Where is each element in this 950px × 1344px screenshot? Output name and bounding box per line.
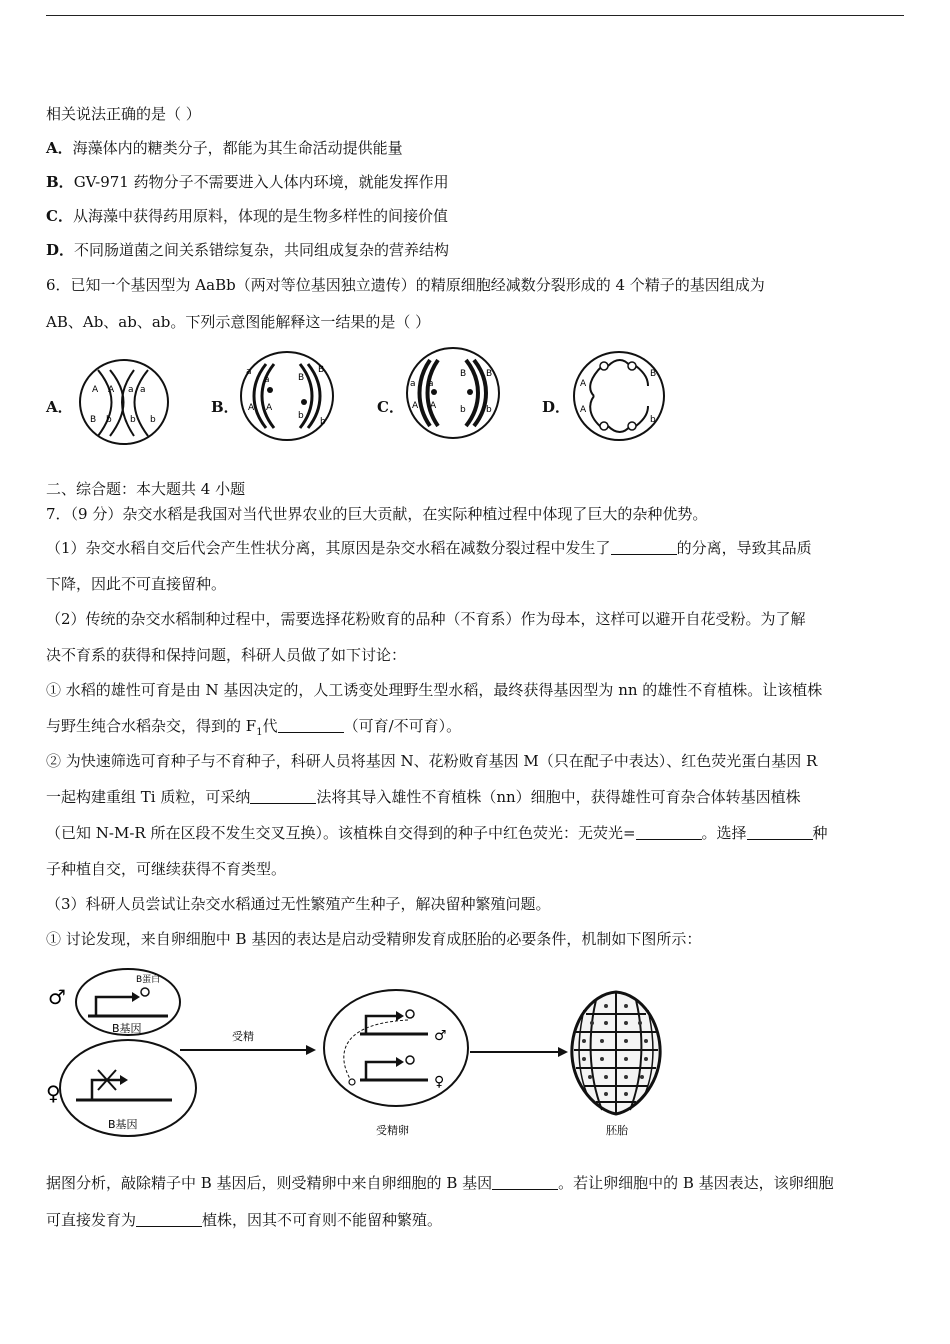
svg-text:b: b [106, 415, 112, 425]
svg-text:受精卵: 受精卵 [376, 1124, 409, 1137]
female-symbol: ♀ [46, 1081, 61, 1105]
q6-label-c: C． [377, 398, 404, 416]
svg-text:B基因: B基因 [108, 1118, 138, 1131]
svg-text:a: a [128, 385, 134, 395]
cell-diagram-c [404, 346, 502, 440]
male-symbol: ♂ [48, 985, 66, 1009]
q5-option-b: B．GV-971 药物分子不需要进入人体内环境，就能发挥作用 [46, 173, 449, 191]
q5-option-c: C．从海藻中获得药用原料，体现的是生物多样性的间接价值 [46, 207, 448, 225]
svg-text:B蛋白: B蛋白 [136, 975, 161, 985]
svg-text:B: B [318, 365, 325, 375]
q7-item2-line2: 一起构建重组 Ti 质粒，可采纳 法将其导入雄性不育植株（nn）细胞中，获得雄性可育杂合体转基因植株 [46, 788, 801, 806]
q5-option-d: D．不同肠道菌之间关系错综复杂，共同组成复杂的营养结构 [46, 241, 450, 259]
fertilization-figure [40, 964, 680, 1144]
svg-text:b: b [150, 415, 156, 425]
q6-stem-line2: AB、Ab、ab、ab。下列示意图能解释这一结果的是（ ） [46, 313, 431, 331]
svg-text:b: b [650, 415, 656, 425]
q7-part2-line2: 决不育系的获得和保持问题，科研人员做了如下讨论： [46, 646, 407, 664]
svg-text:b: b [298, 411, 304, 421]
q7-item3: ① 讨论发现，来自卵细胞中 B 基因的表达是启动受精卵发育成胚胎的必要条件，机制如下图所示： [46, 930, 702, 948]
embryo-shape [572, 992, 660, 1114]
svg-text:A: A [108, 385, 115, 395]
svg-text:B基因: B基因 [112, 1022, 142, 1035]
svg-text:A: A [580, 405, 587, 415]
svg-text:A: A [92, 385, 99, 395]
answer-blank[interactable] [747, 824, 813, 840]
svg-text:A: A [412, 401, 419, 411]
cell-diagram-b [238, 350, 336, 442]
q5-option-a: A．海藻体内的糖类分子，都能为其生命活动提供能量 [46, 139, 403, 157]
q7-item1-line1: ① 水稻的雄性可育是由 N 基因决定的，人工诱变处理野生型水稻，最终获得基因型为 nn 的雄性不育植株。让该植株 [46, 681, 823, 699]
svg-text:B: B [460, 369, 467, 379]
svg-text:♂: ♂ [434, 1028, 447, 1044]
svg-text:A: A [266, 403, 273, 413]
answer-blank[interactable] [250, 788, 316, 804]
svg-text:A: A [430, 401, 437, 411]
svg-text:a: a [428, 379, 434, 389]
q7-item2-line1: ② 为快速筛选可育种子与不育种子，科研人员将基因 N、花粉败育基因 M（只在配子中表达）、红色荧光蛋白基因 R [46, 752, 818, 770]
header-rule [46, 15, 904, 16]
q6-label-b: B． [211, 398, 239, 416]
q7-intro: 7．（9 分）杂交水稻是我国对当代世界农业的巨大贡献，在实际种植过程中体现了巨大的杂种优势。 [46, 505, 708, 523]
svg-text:a: a [410, 379, 416, 389]
q6-label-d: D． [542, 398, 571, 416]
q7-item2-line3: （已知 N-M-R 所在区段不发生交叉互换）。该植株自交得到的种子中红色荧光：无荧光= 。选择 种 [46, 824, 828, 842]
q6-label-a: A． [46, 398, 73, 416]
answer-blank[interactable] [636, 824, 702, 840]
svg-text:B: B [486, 369, 493, 379]
svg-text:胚胎: 胚胎 [606, 1124, 628, 1137]
svg-text:B: B [90, 415, 97, 425]
cell-diagram-a [78, 358, 170, 446]
b-protein-dot [141, 988, 149, 996]
svg-text:b: b [486, 405, 492, 415]
q7-part3: （3）科研人员尝试让杂交水稻通过无性繁殖产生种子，解决留种繁殖问题。 [46, 895, 551, 913]
answer-blank[interactable] [136, 1211, 202, 1227]
q7-analysis-line1: 据图分析，敲除精子中 B 基因后，则受精卵中来自卵细胞的 B 基因 。若让卵细胞中的 B 基因表达，该卵细胞 [46, 1174, 834, 1192]
svg-text:b: b [460, 405, 466, 415]
q7-part1-line1: （1）杂交水稻自交后代会产生性状分离，其原因是杂交水稻在减数分裂过程中发生了 的分离，导致其品质 [46, 539, 812, 557]
svg-text:受精: 受精 [232, 1030, 254, 1043]
q7-part1-line2: 下降，因此不可直接留种。 [46, 575, 227, 593]
svg-text:B: B [650, 369, 657, 379]
svg-text:♀: ♀ [434, 1074, 445, 1090]
q7-analysis-line2: 可直接发育为 植株，因其不可育则不能留种繁殖。 [46, 1211, 443, 1229]
svg-text:b: b [130, 415, 136, 425]
q5-stem: 相关说法正确的是（ ） [46, 105, 201, 123]
svg-text:B: B [298, 373, 305, 383]
answer-blank[interactable] [492, 1174, 558, 1190]
q6-stem-line1: 6．已知一个基因型为 AaBb（两对等位基因独立遗传）的精原细胞经减数分裂形成的 4 个精子的基因组成为 [46, 276, 765, 294]
q7-part2-line1: （2）传统的杂交水稻制种过程中，需要选择花粉败育的品种（不育系）作为母本，这样可以避开自花受粉。为了解 [46, 610, 806, 628]
cell-diagram-d [572, 350, 666, 442]
answer-blank[interactable] [611, 539, 677, 555]
svg-text:a: a [246, 367, 252, 377]
svg-text:a: a [140, 385, 146, 395]
answer-blank[interactable] [278, 717, 344, 733]
promoter-arrow [96, 997, 132, 1016]
svg-text:A: A [248, 403, 255, 413]
svg-text:b: b [320, 417, 326, 427]
section-2-title: 二、综合题：本大题共 4 小题 [46, 480, 246, 498]
svg-text:a: a [264, 375, 270, 385]
svg-text:A: A [580, 379, 587, 389]
q7-item2-line4: 子种植自交，可继续获得不育类型。 [46, 860, 287, 878]
q7-item1-line2: 与野生纯合水稻杂交，得到的 $F_1$代 （可育/不可育）。 [46, 717, 462, 738]
